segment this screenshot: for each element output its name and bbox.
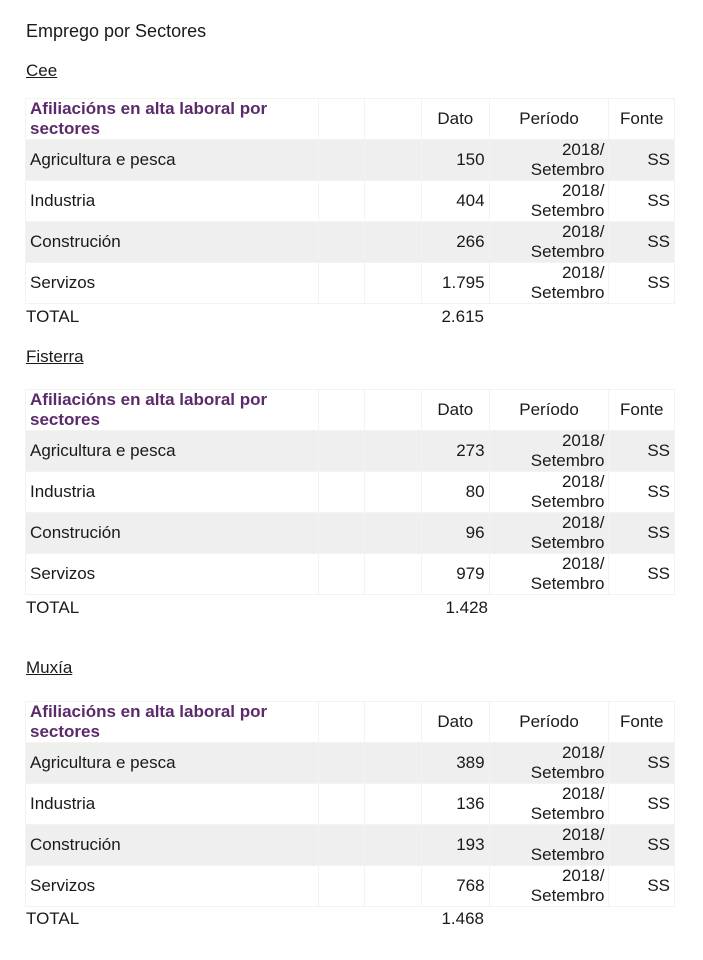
- table-row: [26, 263, 674, 303]
- column-header-empty: [319, 390, 363, 430]
- periodo-year: 2018/: [561, 472, 605, 491]
- cell-empty: [319, 825, 363, 865]
- total-label: TOTAL: [26, 909, 80, 928]
- cell-dato: 404: [422, 181, 489, 221]
- column-header-fonte: Fonte: [609, 702, 674, 742]
- cell-sector: Construción: [26, 825, 318, 865]
- section-link-muxia[interactable]: Muxía: [26, 658, 73, 677]
- table-row: [26, 181, 674, 221]
- periodo-year: 2018/: [561, 140, 605, 159]
- column-header-periodo: Período: [490, 99, 609, 139]
- cell-periodo: [490, 513, 609, 553]
- cell-empty: [365, 472, 421, 512]
- table-fisterra: [25, 389, 675, 595]
- cell-empty: [319, 181, 363, 221]
- periodo-year: 2018/: [561, 866, 605, 885]
- table-header-row: [26, 99, 674, 139]
- table-header-row: [26, 702, 674, 742]
- total-label: TOTAL: [26, 598, 80, 617]
- column-header-dato: Dato: [422, 390, 489, 430]
- cell-empty: [319, 784, 363, 824]
- cell-dato: 389: [422, 743, 489, 783]
- cell-periodo: [490, 554, 609, 594]
- cell-sector: Servizos: [26, 554, 318, 594]
- column-header-periodo: Período: [490, 390, 609, 430]
- table-row: [26, 472, 674, 512]
- table-row: [26, 866, 674, 906]
- cell-periodo: [490, 866, 609, 906]
- table-row: [26, 431, 674, 471]
- cell-sector: Industria: [26, 181, 318, 221]
- column-header-title: Afiliacións en alta laboral por sectores: [26, 702, 318, 742]
- cell-sector: Construción: [26, 222, 318, 262]
- cell-sector: Agricultura e pesca: [26, 140, 318, 180]
- total-value: 2.615: [441, 307, 484, 326]
- cell-sector: Construción: [26, 513, 318, 553]
- periodo-year: 2018/: [561, 222, 605, 241]
- cell-dato: 96: [422, 513, 489, 553]
- cell-periodo: [490, 472, 609, 512]
- periodo-month: Setembro: [530, 574, 605, 593]
- cell-fonte: SS: [609, 222, 674, 262]
- column-header-fonte: Fonte: [609, 390, 674, 430]
- cell-empty: [365, 431, 421, 471]
- cell-empty: [319, 431, 363, 471]
- cell-empty: [319, 263, 363, 303]
- cell-dato: 150: [422, 140, 489, 180]
- table-row: [26, 513, 674, 553]
- cell-periodo: [490, 431, 609, 471]
- column-header-title: Afiliacións en alta laboral por sectores: [26, 99, 318, 139]
- cell-empty: [365, 743, 421, 783]
- periodo-year: 2018/: [561, 263, 605, 282]
- table-row: [26, 825, 674, 865]
- cell-dato: 273: [422, 431, 489, 471]
- table-row: [26, 784, 674, 824]
- cell-empty: [365, 825, 421, 865]
- cell-dato: 266: [422, 222, 489, 262]
- cell-periodo: [490, 263, 609, 303]
- periodo-year: 2018/: [561, 554, 605, 573]
- cell-fonte: SS: [609, 743, 674, 783]
- cell-empty: [365, 263, 421, 303]
- total-value: 1.468: [441, 909, 484, 928]
- cell-empty: [319, 140, 363, 180]
- periodo-month: Setembro: [530, 492, 605, 511]
- table-row: [26, 222, 674, 262]
- cell-dato: 80: [422, 472, 489, 512]
- total-label: TOTAL: [26, 307, 80, 326]
- cell-periodo: [490, 140, 609, 180]
- cell-fonte: SS: [609, 513, 674, 553]
- cell-sector: Servizos: [26, 263, 318, 303]
- column-header-empty: [365, 390, 421, 430]
- periodo-month: Setembro: [530, 160, 605, 179]
- cell-periodo: [490, 784, 609, 824]
- column-header-empty: [319, 702, 363, 742]
- periodo-year: 2018/: [561, 181, 605, 200]
- periodo-year: 2018/: [561, 784, 605, 803]
- cell-dato: 979: [422, 554, 489, 594]
- column-header-title: Afiliacións en alta laboral por sectores: [26, 390, 318, 430]
- total-value: 1.428: [445, 598, 488, 617]
- cell-empty: [365, 181, 421, 221]
- column-header-fonte: Fonte: [609, 99, 674, 139]
- periodo-month: Setembro: [530, 201, 605, 220]
- cell-sector: Agricultura e pesca: [26, 431, 318, 471]
- cell-periodo: [490, 222, 609, 262]
- periodo-year: 2018/: [561, 513, 605, 532]
- cell-empty: [319, 222, 363, 262]
- table-header-row: [26, 390, 674, 430]
- cell-fonte: SS: [609, 263, 674, 303]
- cell-empty: [365, 866, 421, 906]
- cell-empty: [319, 743, 363, 783]
- cell-fonte: SS: [609, 472, 674, 512]
- cell-dato: 193: [422, 825, 489, 865]
- table-row: [26, 554, 674, 594]
- section-link-fisterra[interactable]: Fisterra: [26, 347, 84, 366]
- cell-empty: [319, 513, 363, 553]
- periodo-year: 2018/: [561, 431, 605, 450]
- cell-empty: [319, 472, 363, 512]
- cell-fonte: SS: [609, 784, 674, 824]
- column-header-dato: Dato: [422, 702, 489, 742]
- cell-periodo: [490, 743, 609, 783]
- cell-fonte: SS: [609, 431, 674, 471]
- cell-sector: Industria: [26, 472, 318, 512]
- column-header-periodo: Período: [490, 702, 609, 742]
- cell-empty: [365, 513, 421, 553]
- cell-fonte: SS: [609, 825, 674, 865]
- cell-empty: [365, 222, 421, 262]
- column-header-empty: [365, 99, 421, 139]
- cell-sector: Agricultura e pesca: [26, 743, 318, 783]
- cell-fonte: SS: [609, 554, 674, 594]
- cell-dato: 768: [422, 866, 489, 906]
- cell-periodo: [490, 825, 609, 865]
- periodo-month: Setembro: [530, 283, 605, 302]
- column-header-dato: Dato: [422, 99, 489, 139]
- cell-periodo: [490, 181, 609, 221]
- periodo-month: Setembro: [530, 804, 605, 823]
- table-row: [26, 140, 674, 180]
- column-header-empty: [319, 99, 363, 139]
- page-title: Emprego por Sectores: [26, 21, 207, 41]
- total-row-muxia: [26, 909, 490, 931]
- periodo-year: 2018/: [561, 825, 605, 844]
- periodo-year: 2018/: [561, 743, 605, 762]
- periodo-month: Setembro: [530, 886, 605, 905]
- periodo-month: Setembro: [530, 763, 605, 782]
- cell-sector: Industria: [26, 784, 318, 824]
- periodo-month: Setembro: [530, 451, 605, 470]
- cell-fonte: SS: [609, 181, 674, 221]
- cell-empty: [319, 866, 363, 906]
- cell-empty: [319, 554, 363, 594]
- total-row-fisterra: [26, 598, 490, 620]
- periodo-month: Setembro: [530, 242, 605, 261]
- periodo-month: Setembro: [530, 533, 605, 552]
- cell-dato: 136: [422, 784, 489, 824]
- cell-empty: [365, 140, 421, 180]
- cell-empty: [365, 784, 421, 824]
- cell-fonte: SS: [609, 140, 674, 180]
- section-link-cee[interactable]: Cee: [26, 61, 58, 80]
- table-row: [26, 743, 674, 783]
- periodo-month: Setembro: [530, 845, 605, 864]
- table-muxia: [25, 701, 675, 907]
- cell-empty: [365, 554, 421, 594]
- column-header-empty: [365, 702, 421, 742]
- cell-fonte: SS: [609, 866, 674, 906]
- total-row-cee: [26, 307, 490, 329]
- cell-dato: 1.795: [422, 263, 489, 303]
- table-cee: [25, 98, 675, 304]
- cell-sector: Servizos: [26, 866, 318, 906]
